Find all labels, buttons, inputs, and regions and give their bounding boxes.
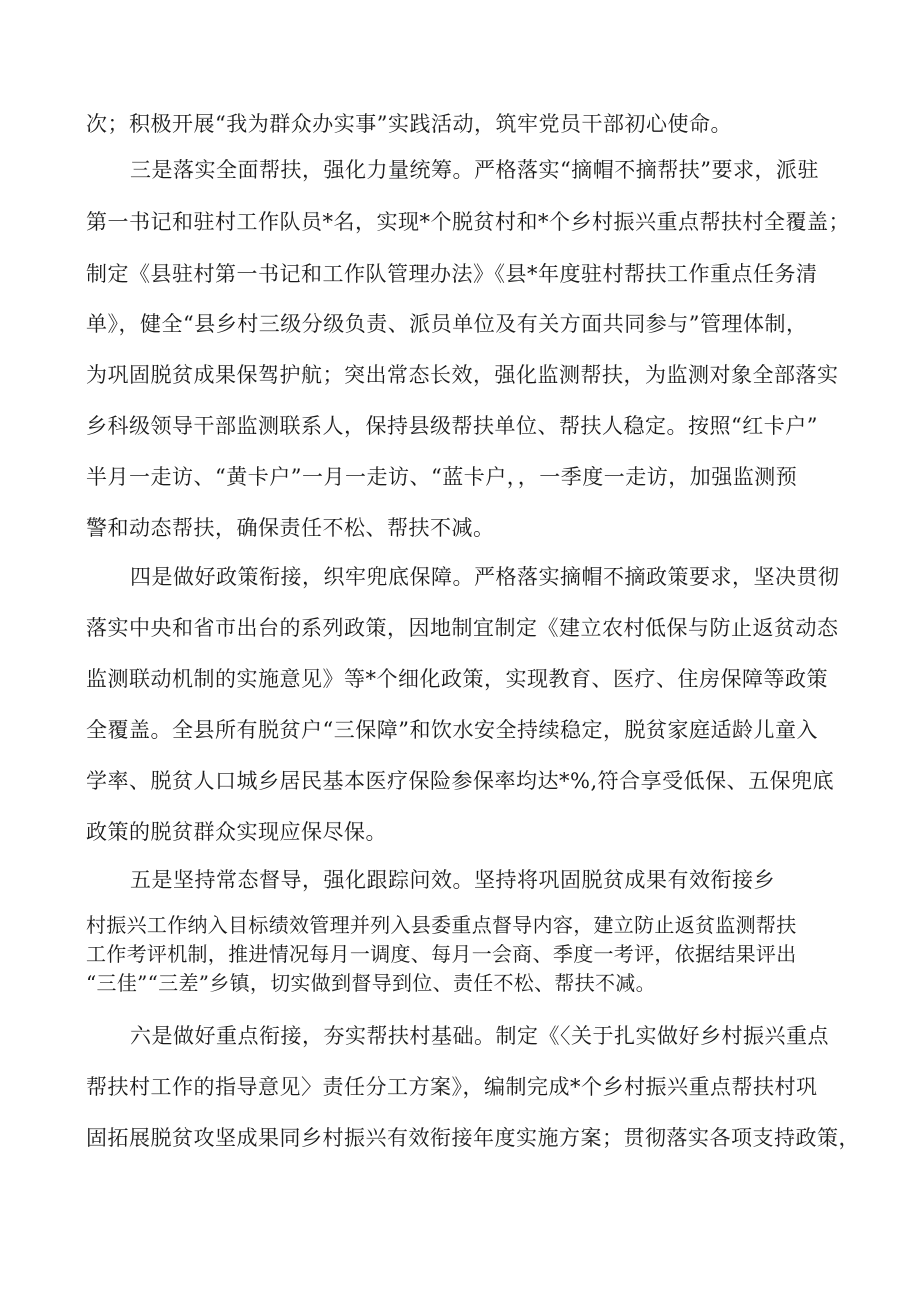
text-line: “三佳”“三差”乡镇，切实做到督导到位、责任不松、帮扶不减。 (86, 971, 656, 995)
text-line: 单》，健全“县乡村三级分级负责、派员单位及有关方面共同参与”管理体制， (86, 312, 808, 336)
paragraph-first-line: 四是做好政策衔接，织牢兜底保障。严格落实摘帽不摘政策要求，坚决贯彻 (130, 565, 840, 589)
text-line: 半月一走访、“黄卡户”一月一走访、“蓝卡户，，一季度一走访，加强监测预 (86, 465, 798, 489)
text-line: 第一书记和驻村工作队员*名，实现*个脱贫村和*个乡村振兴重点帮扶村全覆盖； (86, 210, 850, 234)
paragraph-first-line: 五是坚持常态督导，强化跟踪问效。坚持将巩固脱贫成果有效衔接乡 (130, 868, 775, 892)
text-line: 警和动态帮扶，确保责任不松、帮扶不减。 (86, 516, 495, 540)
text-line: 帮扶村工作的指导意见〉责任分工方案》，编制完成*个乡村振兴重点帮扶村巩 (86, 1075, 818, 1099)
text-line: 制定《县驻村第一书记和工作队管理办法》《县*年度驻村帮扶工作重点任务清 (86, 262, 818, 286)
text-line: 固拓展脱贫攻坚成果同乡村振兴有效衔接年度实施方案；贯彻落实各项支持政策， (86, 1126, 860, 1150)
text-line: 乡科级领导干部监测联系人，保持县级帮扶单位、帮扶人稳定。按照“红卡户” (86, 414, 818, 438)
text-line: 学率、脱贫人口城乡居民基本医疗保险参保率均达*%,符合享受低保、五保兜底 (86, 769, 835, 793)
text-line: 为巩固脱贫成果保驾护航；突出常态长效，强化监测帮扶，为监测对象全部落实 (86, 363, 839, 387)
text-line: 全覆盖。全县所有脱贫户“三保障”和饮水安全持续稳定，脱贫家庭适龄儿童入 (86, 718, 818, 742)
text-line: 落实中央和省市出台的系列政策，因地制宜制定《建立农村低保与防止返贫动态 (86, 616, 839, 640)
paragraph-first-line: 三是落实全面帮扶，强化力量统筹。严格落实“摘帽不摘帮扶”要求，派驻 (130, 158, 819, 182)
text-line: 村振兴工作纳入目标绩效管理并列入县委重点督导内容，建立防止返贫监测帮扶 (86, 913, 797, 937)
text-line: 工作考评机制，推进情况每月一调度、每月一会商、季度一考评，依据结果评出 (86, 942, 797, 966)
text-line: 次；积极开展“我为群众办实事”实践活动，筑牢党员干部初心使命。 (86, 112, 732, 136)
paragraph-first-line: 六是做好重点衔接，夯实帮扶村基础。制定《〈关于扎实做好乡村振兴重点 (130, 1024, 829, 1048)
text-line: 监测联动机制的实施意见》等*个细化政策，实现教育、医疗、住房保障等政策 (86, 667, 828, 691)
text-line: 政策的脱贫群众实现应保尽保。 (86, 820, 387, 844)
